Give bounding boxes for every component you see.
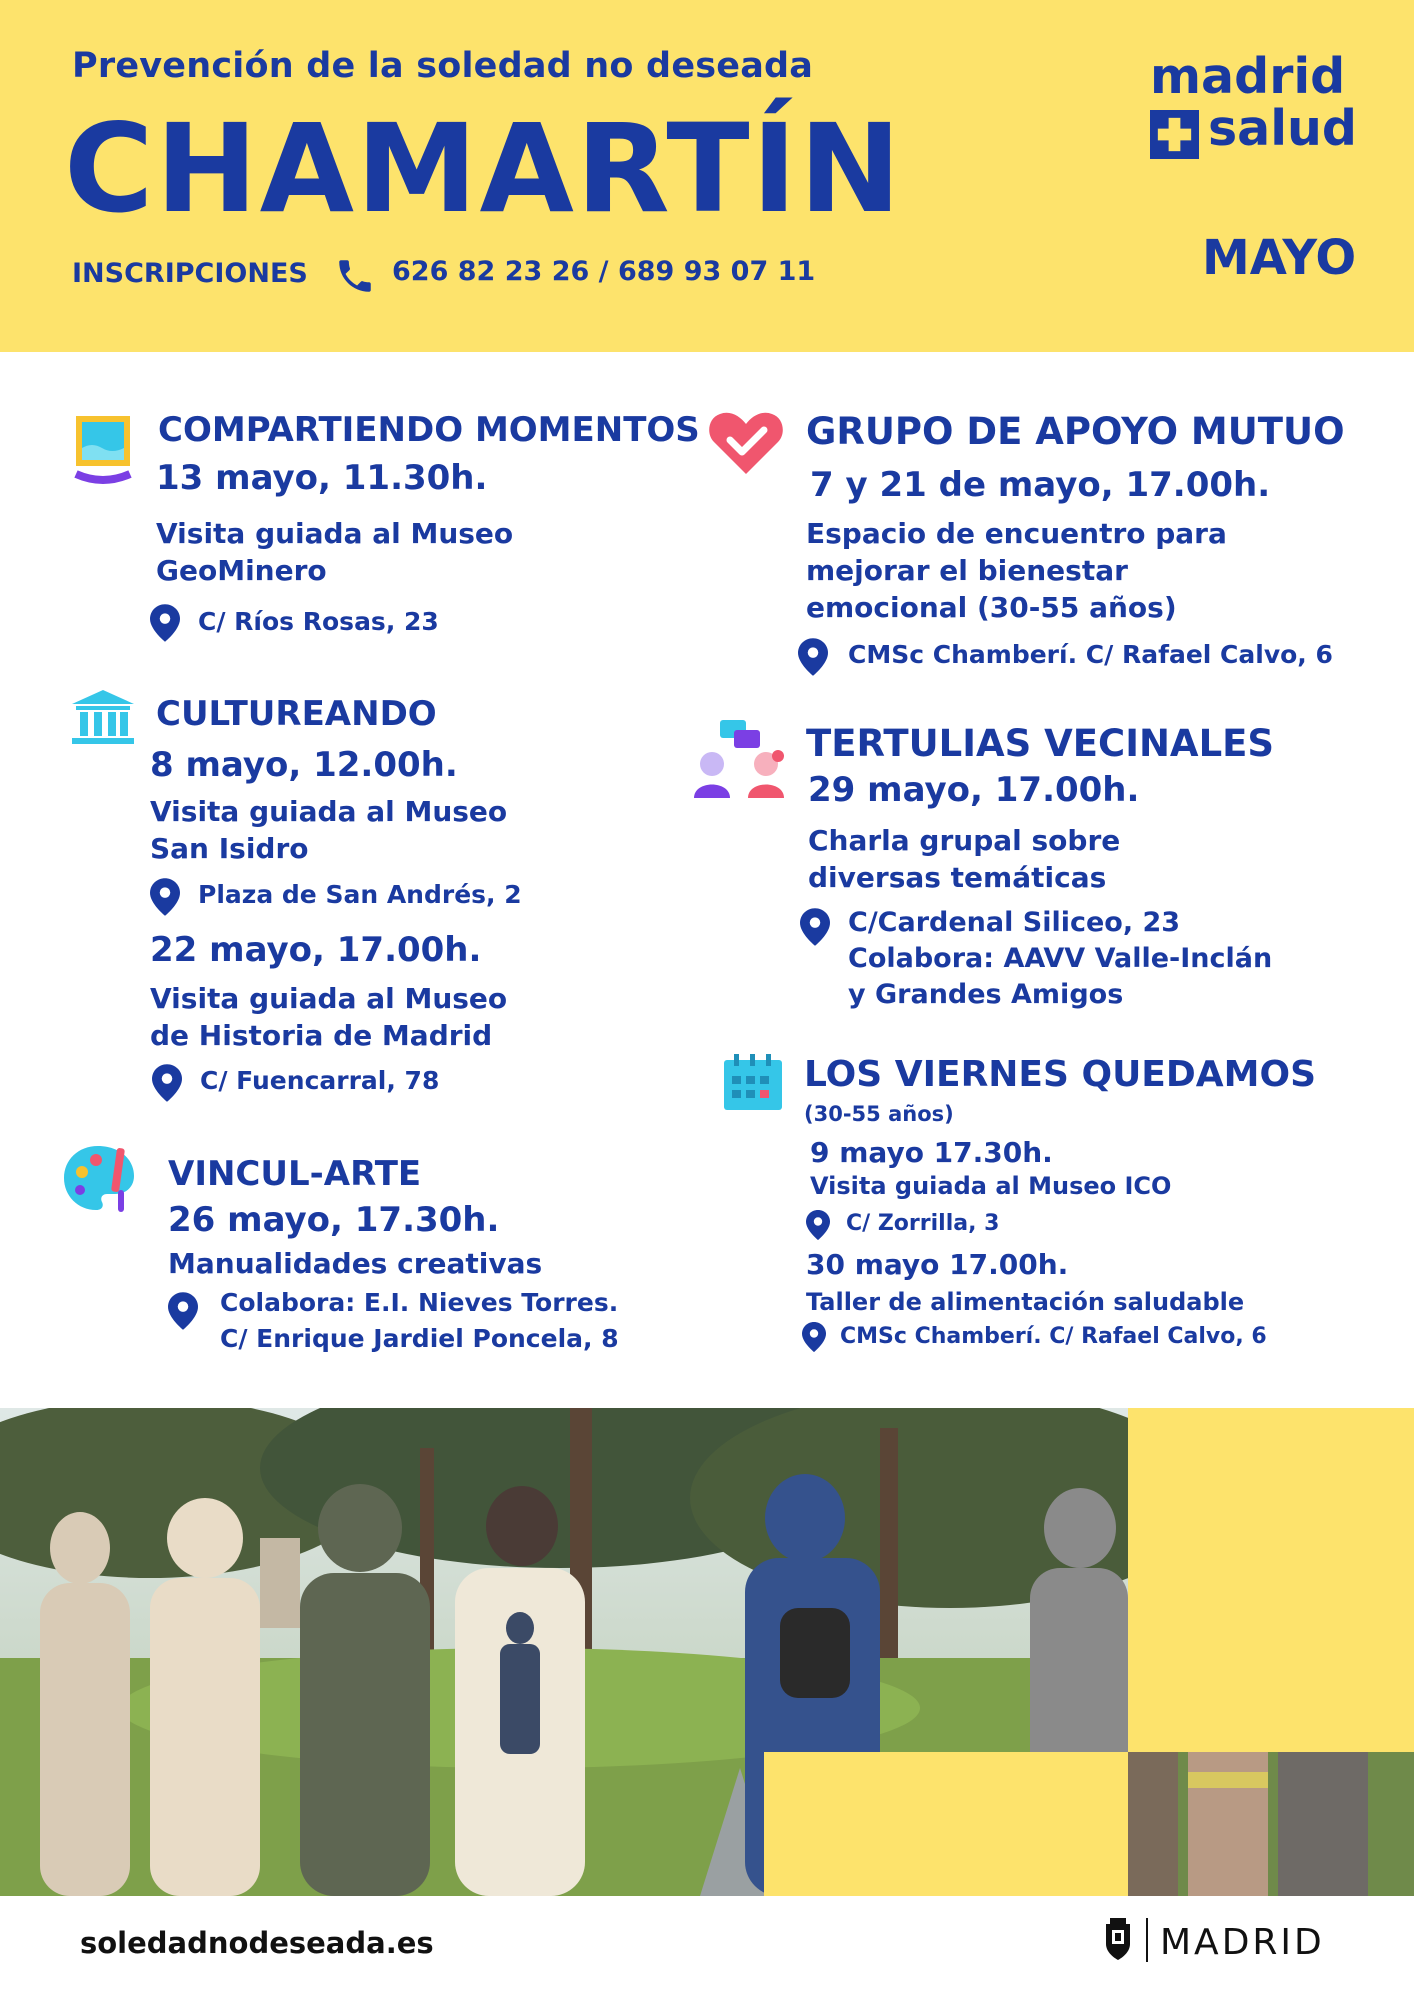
footer-brand: MADRID xyxy=(1160,1922,1325,1963)
event-date: 26 mayo, 17.30h. xyxy=(168,1200,500,1240)
people-chat-icon xyxy=(690,718,788,798)
event-description: Charla grupal sobre diversas temáticas xyxy=(808,824,1121,894)
section-title-apoyo-mutuo: GRUPO DE APOYO MUTUO xyxy=(806,410,1345,453)
event-description: Espacio de encuentro para mejorar el bienestar emocional (30-55 años) xyxy=(806,517,1227,624)
decorative-yellow-block xyxy=(1128,1408,1414,1752)
logo-madrid-text: madrid xyxy=(1150,48,1346,105)
section-title-cultureando: CULTUREANDO xyxy=(156,694,437,734)
event-address: CMSc Chamberí. C/ Rafael Calvo, 6 xyxy=(848,640,1333,669)
picture-frame-icon xyxy=(72,414,134,492)
event-address: C/ Ríos Rosas, 23 xyxy=(198,607,439,636)
event-description: Taller de alimentación saludable xyxy=(806,1288,1245,1316)
section-title-vincul-arte: VINCUL-ARTE xyxy=(168,1154,422,1194)
event-description: Visita guiada al Museo San Isidro xyxy=(150,795,508,865)
event-date: 22 mayo, 17.00h. xyxy=(150,930,482,970)
photo-fragment xyxy=(1128,1752,1414,1896)
location-pin-icon xyxy=(806,1210,830,1240)
event-description: Visita guiada al Museo ICO xyxy=(810,1172,1172,1200)
event-address: CMSc Chamberí. C/ Rafael Calvo, 6 xyxy=(840,1324,1267,1349)
event-date: 13 mayo, 11.30h. xyxy=(156,458,488,498)
photo-fragment-illustration xyxy=(1128,1752,1414,1896)
calendar-icon xyxy=(724,1054,782,1110)
location-pin-icon xyxy=(168,1292,198,1330)
header-subtitle: Prevención de la soledad no deseada xyxy=(72,46,814,86)
event-address: C/ Fuencarral, 78 xyxy=(200,1066,440,1095)
month-label: MAYO xyxy=(1202,230,1357,286)
section-subtitle: (30-55 años) xyxy=(804,1102,954,1126)
event-date: 29 mayo, 17.00h. xyxy=(808,770,1140,810)
paint-palette-icon xyxy=(62,1142,136,1216)
phone-icon xyxy=(334,254,376,298)
event-description: Visita guiada al Museo de Historia de Madrid xyxy=(150,982,508,1052)
location-pin-icon xyxy=(800,908,830,946)
page-title: CHAMARTÍN xyxy=(64,98,904,240)
location-pin-icon xyxy=(802,1322,826,1352)
logo-salud-text: salud xyxy=(1208,100,1357,157)
phone-numbers[interactable]: 626 82 23 26 / 689 93 07 11 xyxy=(392,256,816,287)
event-date: 9 mayo 17.30h. xyxy=(810,1136,1053,1169)
event-date: 7 y 21 de mayo, 17.00h. xyxy=(810,465,1271,505)
location-pin-icon xyxy=(152,1064,182,1102)
inscriptions-label: INSCRIPCIONES xyxy=(72,258,308,289)
museum-icon xyxy=(72,690,134,746)
heart-check-icon xyxy=(708,408,784,476)
event-address: Plaza de San Andrés, 2 xyxy=(198,880,522,909)
event-address: C/Cardenal Siliceo, 23 Colabora: AAVV Valle-Inclán y Grandes Amigos xyxy=(848,907,1273,1010)
event-description: Manualidades creativas xyxy=(168,1247,543,1280)
location-pin-icon xyxy=(798,638,828,676)
footer-website-link[interactable]: soledadnodeseada.es xyxy=(80,1926,434,1960)
event-address: Colabora: E.I. Nieves Torres. C/ Enrique Jardiel Poncela, 8 xyxy=(220,1288,619,1353)
section-title-tertulias: TERTULIAS VECINALES xyxy=(806,722,1275,765)
madrid-coat-of-arms-icon xyxy=(1104,1918,1132,1960)
decorative-yellow-block xyxy=(764,1752,1128,1896)
footer-divider xyxy=(1146,1918,1148,1962)
event-address: C/ Zorrilla, 3 xyxy=(846,1211,1000,1236)
section-title-viernes: LOS VIERNES QUEDAMOS xyxy=(804,1054,1316,1095)
event-description: Visita guiada al Museo GeoMinero xyxy=(156,517,514,587)
event-date: 8 mayo, 12.00h. xyxy=(150,745,458,785)
location-pin-icon xyxy=(150,878,180,916)
madrid-salud-cross-icon xyxy=(1150,110,1199,159)
event-date: 30 mayo 17.00h. xyxy=(806,1248,1069,1281)
section-title-compartiendo: COMPARTIENDO MOMENTOS xyxy=(158,410,700,450)
location-pin-icon xyxy=(150,604,180,642)
